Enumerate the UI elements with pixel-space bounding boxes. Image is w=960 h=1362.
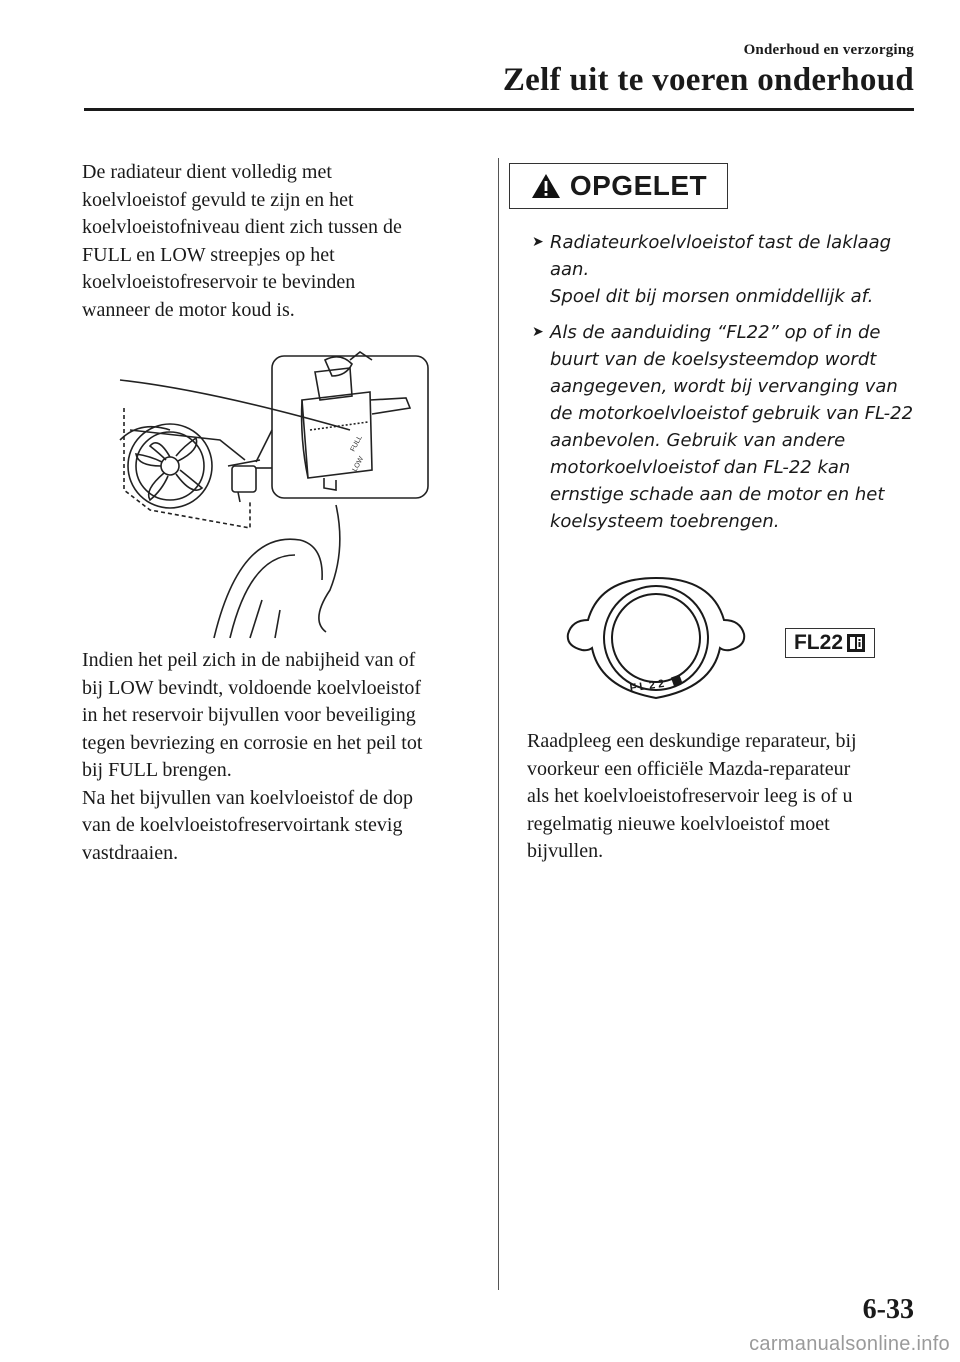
header-section: Onderhoud en verzorging: [743, 42, 914, 58]
bullet-arrow-icon: ➤: [532, 234, 544, 250]
manual-book-icon: [846, 633, 866, 653]
coolant-reservoir-illustration: [110, 350, 440, 640]
fl22-badge: [785, 628, 875, 658]
radiator-cap-illustration: [562, 576, 752, 706]
fl22-badge-text: FL22: [793, 631, 843, 654]
watermark: carmanualsonline.info: [749, 1333, 950, 1355]
warning-bullet-text: Als de aanduiding “FL22” op of in de buurt van de koelsysteemdop wordt aangegeven, wordt bij vervanging van de motorkoelvloeistof gebruik van FL-22 aanbevolen. Gebruik van andere motorkoelvloeistof dan FL-22 kan ernstige schade aan de motor en het koelsysteem toebrengen.: [550, 322, 914, 532]
warning-bullet: [532, 229, 917, 310]
intro-paragraph: De radiateur dient volledig met koelvloeistof gevuld te zijn en het koelvloeistofniveau dient zich tussen de FULL en LOW streepjes op het koelvloeistofreservoir te bevinden wanneer de motor koud is.: [82, 161, 402, 321]
bullet-arrow-icon: ➤: [532, 324, 544, 340]
warning-label: OPGELET: [569, 170, 708, 201]
warning-bullet: [532, 319, 917, 535]
reservoir-low-label: LOW: [351, 455, 366, 473]
page-number: 6-33: [862, 1294, 914, 1325]
warning-bullet-text: Radiateurkoelvloeistof tast de laklaag aan. Spoel dit bij morsen onmiddellijk af.: [550, 232, 892, 307]
refill-paragraph: Indien het peil zich in de nabijheid van of bij LOW bevindt, voldoende koelvloeistof in het reservoir bijvullen voor beveiliging tegen bevriezing en corrosie en het peil tot bij FULL brengen. Na het bijvullen van koelvloeistof de dop van de koelvloeistofreservoirtank stevig vastdraaien.: [82, 649, 423, 864]
header-rule: [84, 108, 914, 111]
page-title: Zelf uit te voeren onderhoud: [502, 62, 914, 98]
warning-box: [509, 163, 728, 209]
reservoir-full-label: FULL: [349, 434, 364, 453]
column-divider: [498, 158, 499, 1290]
warning-icon: [530, 172, 562, 200]
cap-ring-text: FL22: [629, 677, 668, 695]
advice-paragraph: Raadpleeg een deskundige reparateur, bij voorkeur een officiële Mazda-reparateur als het koelvloeistofreservoir leeg is of u regelmatig nieuwe koelvloeistof moet bijvullen.: [527, 730, 857, 862]
